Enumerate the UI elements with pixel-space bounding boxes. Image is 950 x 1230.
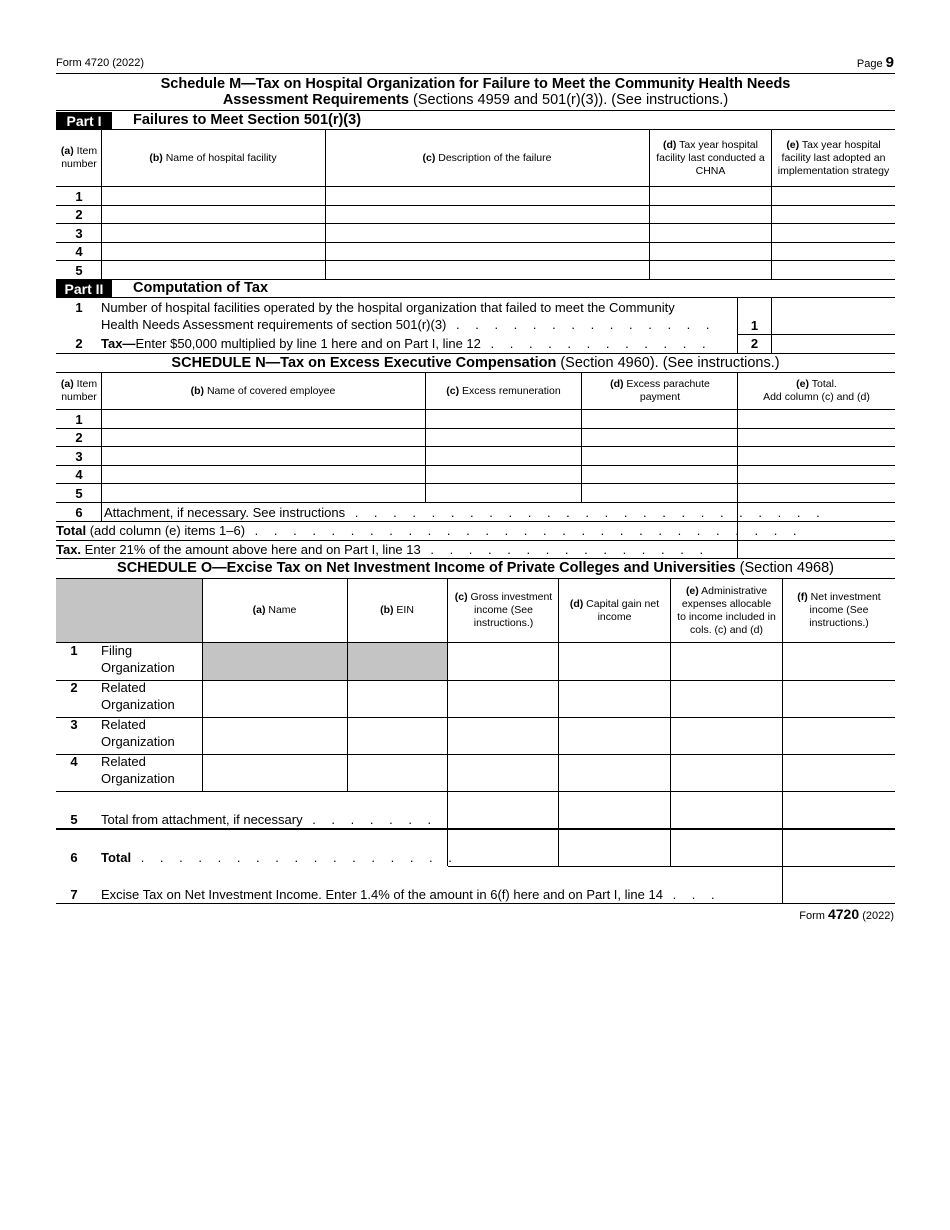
n-tax-input[interactable] — [739, 541, 894, 557]
o-row-related-organization-3: Related Organization — [101, 717, 175, 749]
col-chna-year: (d) Tax year hospital facility last conducted a CHNA — [656, 138, 765, 177]
n-total-input[interactable] — [739, 522, 894, 539]
part-ii-title: Computation of Tax — [133, 280, 269, 296]
part-i-label: Part I — [56, 112, 112, 129]
n-col-parachute-payment: (d) Excess parachute payment — [610, 378, 710, 403]
n-row-5: 5 — [75, 486, 83, 501]
footer-form-label: Form 4720 (2022) — [799, 906, 894, 922]
o-related-org-ein-input-2[interactable] — [348, 681, 446, 716]
part-i-title: Failures to Meet Section 501(r)(3) — [133, 112, 362, 128]
n-row-3: 3 — [75, 449, 83, 464]
o-line-7-excise-tax: Excise Tax on Net Investment Income. Enter 1.4% of the amount in 6(f) here and on Part I, line 14 . . . — [101, 887, 721, 902]
line-2-box-label: 2 — [750, 336, 759, 351]
failure-description-input-1[interactable] — [326, 187, 648, 204]
n-row-1: 1 — [75, 412, 83, 427]
n-tax-line: Tax. Enter 21% of the amount above here and on Part I, line 13 . . . . . . . . . . . . . . . — [56, 542, 710, 557]
part-i-row-5: 5 — [75, 263, 83, 278]
hospital-name-input-1[interactable] — [102, 187, 324, 204]
col-hospital-name: (b) Name of hospital facility — [149, 151, 277, 164]
n-col-excess-remuneration: (c) Excess remuneration — [446, 384, 561, 397]
o-header-shaded — [56, 579, 202, 642]
o-row-related-organization-4: Related Organization — [101, 754, 175, 786]
o-col-capital-gain: (d) Capital gain net income — [569, 597, 660, 623]
col-item-number: (a) Item number — [60, 145, 98, 170]
o-col-name: (a) Name — [252, 604, 297, 616]
o-col-ein: (b) EIN — [380, 604, 414, 616]
o-line-5-attachment: Total from attachment, if necessary . . . . . . . — [101, 812, 438, 827]
n-line-6-attachment: Attachment, if necessary. See instructions . . . . . . . . . . . . . . . . . . . . . . . . . — [104, 505, 826, 520]
schedule-m-title: Schedule M—Tax on Hospital Organization for Failure to Meet the Community Health Needs Assessment Requirements (Sections 4959 and 501(r)(3)). (See instructions.) — [160, 76, 791, 108]
part-ii-label: Part II — [56, 280, 112, 297]
schedule-n-title: SCHEDULE N—Tax on Excess Executive Compensation (Section 4960). (See instructions.) — [171, 355, 780, 371]
line-1-box-label: 1 — [750, 318, 759, 333]
employee-name-input-1[interactable] — [102, 410, 424, 427]
part-ii-line-1: Number of hospital facilities operated by the hospital organization that failed to meet the Community Health Needs Assessment requirements of section 501(r)(3) . . . . . . . . . . . . . . — [101, 300, 716, 332]
o-row-related-organization-2: Related Organization — [101, 680, 175, 712]
line-1-amount-input[interactable] — [772, 299, 894, 334]
line-2-amount-input[interactable] — [772, 335, 894, 352]
o-line-7-amount-input[interactable] — [783, 867, 894, 902]
n-col-employee-name: (b) Name of covered employee — [190, 384, 336, 397]
part-ii-line-2: Tax—Enter $50,000 multiplied by line 1 here and on Part I, line 12 . . . . . . . . . . . . — [101, 336, 712, 351]
o-col-gross-income: (c) Gross investment income (See instructions.) — [454, 591, 553, 629]
o-col-net-income: (f) Net investment income (See instructions.) — [797, 591, 881, 629]
page-number: Page 9 — [856, 54, 894, 71]
header-rule — [56, 73, 895, 74]
n-col-item-number: (a) Item number — [60, 378, 98, 403]
o-filing-org-shaded — [202, 643, 448, 680]
part-i-row-4: 4 — [75, 244, 83, 259]
n-total-line: Total (add column (e) items 1–6) . . . . . . . . . . . . . . . . . . . . . . . . . . . . . — [56, 523, 803, 538]
o-related-org-name-input-2[interactable] — [203, 681, 346, 716]
o-line-6-total: Total . . . . . . . . . . . . . . . . . — [101, 850, 458, 865]
part-i-row-3: 3 — [75, 226, 83, 241]
strategy-year-input-1[interactable] — [772, 187, 894, 204]
o-col-admin-expenses: (e) Administrative expenses allocable to income included in cols. (c) and (d) — [677, 584, 776, 636]
n-row-2: 2 — [75, 430, 83, 445]
n-row-4: 4 — [75, 467, 83, 482]
part-i-row-1: 1 — [75, 189, 83, 204]
chna-year-input-1[interactable] — [650, 187, 770, 204]
form-label: Form 4720 (2022) — [56, 57, 145, 69]
schedule-o-title: SCHEDULE O—Excise Tax on Net Investment Income of Private Colleges and Universities (Section 4968) — [117, 560, 834, 576]
o-row-filing-organization: Filing Organization — [101, 643, 175, 675]
part-i-row-2: 2 — [75, 207, 83, 222]
col-failure-description: (c) Description of the failure — [422, 151, 552, 164]
n-col-total: (e) Total. Add column (c) and (d) — [763, 378, 870, 403]
col-strategy-year: (e) Tax year hospital facility last adopted an implementation strategy — [777, 138, 890, 177]
